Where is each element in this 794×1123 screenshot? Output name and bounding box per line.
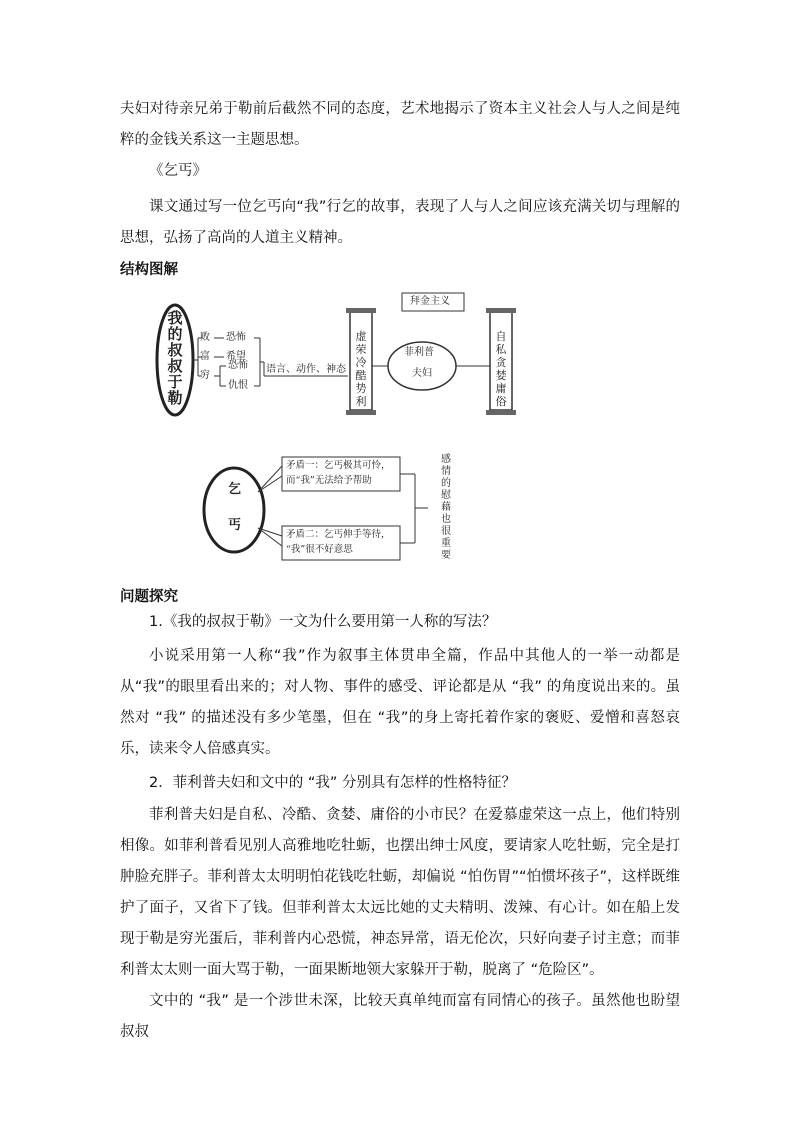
answer-2-narrator: 文中的 “我” 是一个涉世未深，比较天真单纯而富有同情心的孩子。虽然他也盼望叔叔 [120, 993, 680, 1040]
contradiction-two-line-1: 矛盾二：乞丐伸手等待， [286, 529, 391, 540]
question-2: 2．菲利普夫妇和文中的 “我” 分别具有怎样的性格特征？ [149, 775, 516, 791]
scroll-right-text: 自私贪婪庸俗 [495, 330, 507, 408]
center-oval-line-2: 夫妇 [412, 368, 432, 379]
diagram-title-vertical: 我的叔叔于勒 [167, 309, 183, 407]
feeling-label-hatred: 仇恨 [228, 380, 248, 391]
state-label-poor: 穷 [200, 370, 210, 381]
section-title-beggar: 《乞丐》 [149, 163, 207, 179]
conclusion-vertical-text: 感情的慰藉也很重要 [441, 454, 451, 561]
structure-diagram-uncle-jules [150, 290, 530, 430]
question-1: 1.《我的叔叔于勒》一文为什么要用第一人称的写法？ [149, 614, 497, 630]
answer-2-philippe-couple: 菲利普夫妇是自私、冷酷、贪婪、庸俗的小市民？在爱慕虚荣这一点上，他们特别相像。如菲利普看见别人高雅地吃牡蛎，也摆出绅士风度，要请家人吃牡蛎，完全是打肿脸充胖子。菲利普太太明明怕花钱吃牡蛎，却偏说 “怕伤胃”“怕惯坏孩子”，这样既维护了面子，又省下了钱。但菲利普太太远比她的丈夫精明、泼辣、有心计。如在船上发现于勒是穷光蛋后，菲利普内心恐慌，神态异常，语无伦次，只好向妻子讨主意；而菲利普太太则一面大骂于勒，一面果断地领大家躲开于勒，脱离了 “危险区”。 [120, 807, 680, 978]
paragraph-beggar-summary: 课文通过写一位乞丐向“我”行乞的故事，表现了人与人之间应该充满关切与理解的思想，弘扬了高尚的人道主义精神。 [120, 199, 680, 246]
contradiction-one-line-1: 矛盾一：乞丐极其可怜， [286, 460, 391, 471]
contradiction-two-line-2: “我”很不好意思 [286, 544, 353, 555]
state-label-rich: 富 [200, 351, 210, 362]
heading-question-inquiry: 问题探究 [120, 589, 178, 605]
state-label-bankrupt: 败 [200, 332, 210, 343]
middle-label-language-action: 语言、动作、神态 [266, 364, 346, 375]
paragraph-intro-continued: 夫妇对待亲兄弟于勒前后截然不同的态度，艺术地揭示了资本主义社会人与人之间是纯粹的金钱关系这一主题思想。 [120, 101, 680, 148]
feeling-label-fear-1: 恐怖 [226, 332, 246, 343]
beggar-oval-char-1: 乞 [228, 482, 242, 497]
structure-diagram-beggar [200, 452, 470, 562]
scroll-left-text: 虚荣冷酷势利 [355, 330, 367, 408]
contradiction-one-line-2: 而“我”无法给予帮助 [286, 475, 372, 486]
top-box-label: 拜金主义 [410, 296, 450, 307]
heading-structure-diagram: 结构图解 [120, 262, 178, 278]
answer-1: 小说采用第一人称“我”作为叙事主体贯串全篇，作品中其他人的一举一动都是从“我”的眼里看出来的；对人物、事件的感受、评论都是从 “我” 的角度说出来的。虽然对 “我” 的描述没有多少笔墨，但在 “我”的身上寄托着作家的褒贬、爱憎和喜怒哀乐，读来令人倍感真实。 [120, 648, 680, 757]
beggar-oval-char-2: 丐 [228, 518, 242, 533]
center-oval-line-1: 菲利普 [404, 347, 434, 358]
feeling-label-hope: 希望 [226, 351, 246, 362]
feeling-label-fear-2: 恐怖 [228, 360, 248, 371]
